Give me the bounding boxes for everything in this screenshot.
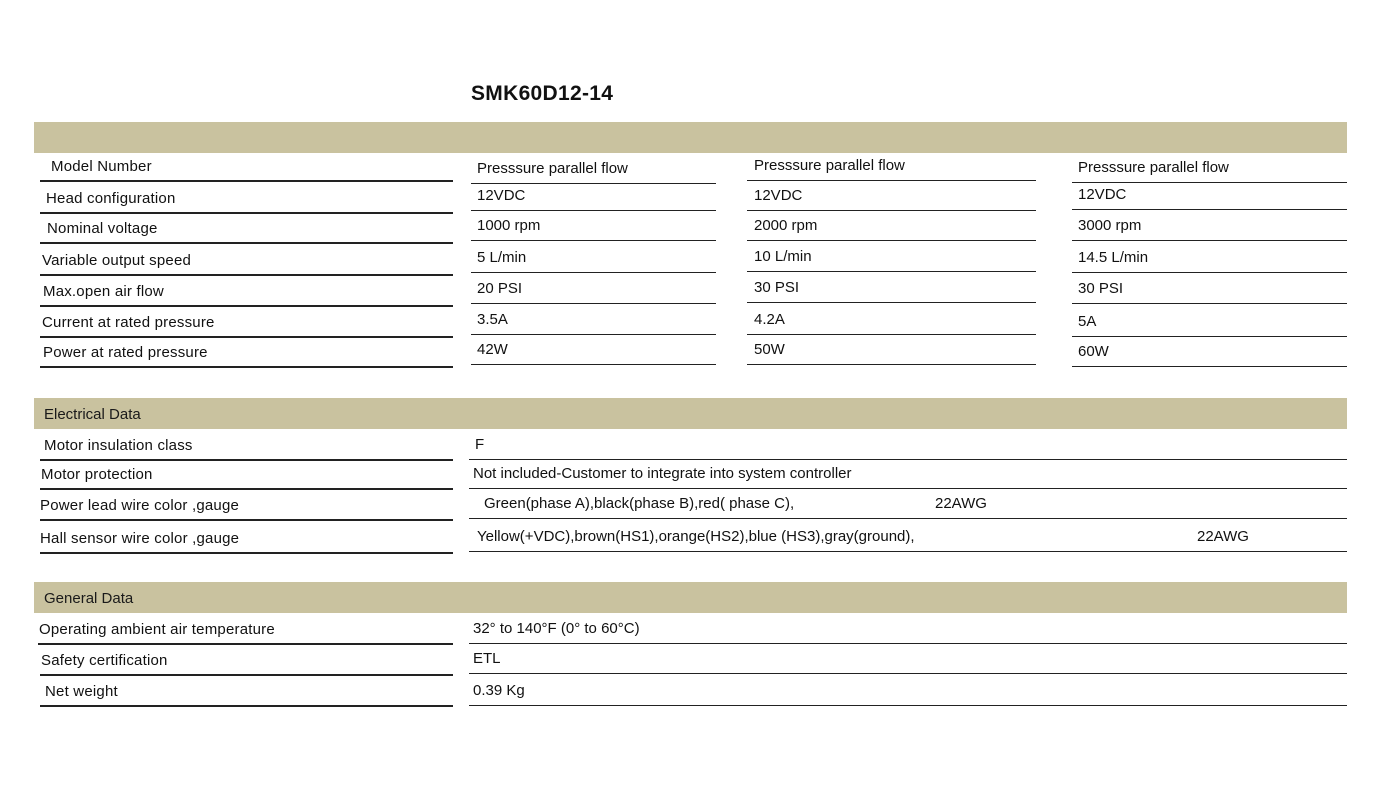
- value-cell: 32° to 140°F (0° to 60°C): [469, 614, 1347, 644]
- value-cell: Presssure parallel flow: [747, 151, 1036, 181]
- value-cell: 20 PSI: [471, 274, 716, 304]
- value-cell: 60W: [1072, 337, 1347, 367]
- row-label: Safety certification: [40, 646, 453, 676]
- electrical-data-header: [34, 398, 1347, 429]
- row-label: Nominal voltage: [40, 214, 453, 244]
- wire-colors: Green(phase A),black(phase B),red( phase C),: [484, 495, 795, 512]
- table-row: [0, 214, 1382, 246]
- value-cell: Presssure parallel flow: [471, 154, 716, 184]
- row-label: Net weight: [40, 677, 453, 707]
- table-row: [0, 460, 1382, 492]
- table-row: [0, 338, 1382, 370]
- section-title: General Data: [44, 590, 134, 607]
- page-title: SMK60D12-14: [471, 82, 614, 105]
- row-label: Variable output speed: [40, 246, 453, 276]
- value-cell: 4.2A: [747, 305, 1036, 335]
- row-label: Motor protection: [40, 460, 453, 490]
- row-label: Motor insulation class: [40, 431, 453, 461]
- table-row: [0, 491, 1382, 523]
- value-cell: 30 PSI: [1072, 274, 1347, 304]
- wire-colors: Yellow(+VDC),brown(HS1),orange(HS2),blue (HS3),gray(ground),: [477, 528, 915, 545]
- value-cell: 12VDC: [471, 181, 716, 211]
- row-label: Max.open air flow: [40, 277, 453, 307]
- value-cell: F: [469, 430, 1347, 460]
- row-label: Head configuration: [40, 184, 453, 214]
- wire-gauge: 22AWG: [935, 495, 987, 512]
- value-cell: 30 PSI: [747, 273, 1036, 303]
- value-cell: 0.39 Kg: [469, 676, 1347, 706]
- value-cell: 14.5 L/min: [1072, 243, 1347, 273]
- value-cell: 50W: [747, 335, 1036, 365]
- value-cell: 2000 rpm: [747, 211, 1036, 241]
- value-cell: 3000 rpm: [1072, 211, 1347, 241]
- value-cell: 5 L/min: [471, 243, 716, 273]
- value-cell: 10 L/min: [747, 242, 1036, 272]
- row-label: Current at rated pressure: [40, 308, 453, 338]
- section-title: Electrical Data: [44, 406, 141, 423]
- value-cell: [469, 522, 1347, 552]
- value-cell: [469, 489, 1347, 519]
- table-row: [0, 615, 1382, 647]
- value-cell: 1000 rpm: [471, 211, 716, 241]
- wire-gauge: 22AWG: [1197, 528, 1249, 545]
- value-cell: ETL: [469, 644, 1347, 674]
- value-cell: 42W: [471, 335, 716, 365]
- table-row: [0, 677, 1382, 709]
- table-row: [0, 524, 1382, 556]
- table-row: [0, 646, 1382, 678]
- value-cell: 12VDC: [1072, 180, 1347, 210]
- row-label: Power lead wire color ,gauge: [40, 491, 453, 521]
- row-label: Hall sensor wire color ,gauge: [40, 524, 453, 554]
- value-cell: 5A: [1072, 307, 1347, 337]
- row-label: Model Number: [40, 152, 453, 182]
- row-label: Operating ambient air temperature: [38, 615, 453, 645]
- row-label: Power at rated pressure: [40, 338, 453, 368]
- value-cell: 3.5A: [471, 305, 716, 335]
- spec-header-band: [34, 122, 1347, 153]
- general-data-header: [34, 582, 1347, 613]
- value-cell: Not included-Customer to integrate into system controller: [469, 459, 1347, 489]
- value-cell: Presssure parallel flow: [1072, 153, 1347, 183]
- value-cell: 12VDC: [747, 181, 1036, 211]
